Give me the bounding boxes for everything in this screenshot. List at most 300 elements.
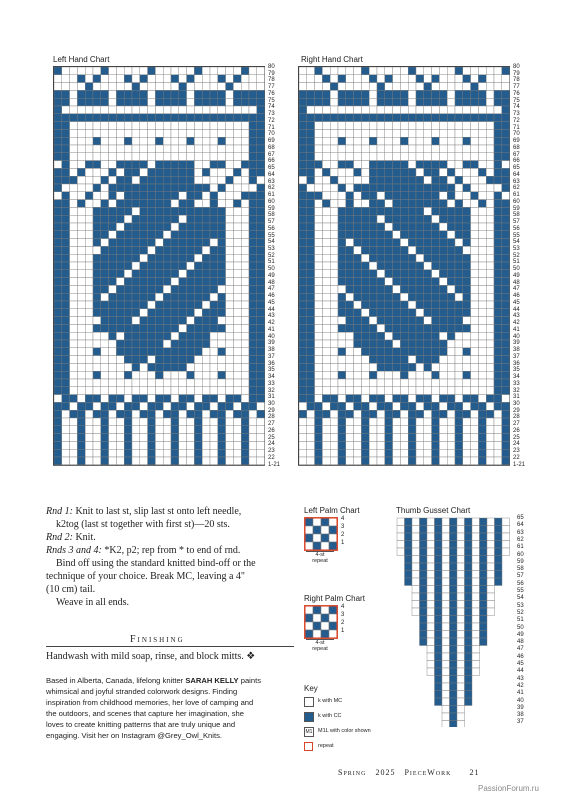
chart-cell bbox=[187, 332, 195, 340]
chart-cell bbox=[85, 246, 93, 254]
chart-cell bbox=[77, 98, 85, 106]
chart-cell bbox=[439, 192, 447, 200]
chart-cell bbox=[354, 270, 362, 278]
chart-cell bbox=[70, 379, 78, 387]
chart-cell bbox=[132, 402, 140, 410]
chart-cell bbox=[463, 434, 471, 442]
chart-cell bbox=[218, 200, 226, 208]
chart-cell bbox=[478, 332, 486, 340]
chart-cell bbox=[494, 293, 502, 301]
chart-cell bbox=[346, 340, 354, 348]
chart-cell bbox=[471, 114, 479, 122]
chart-cell bbox=[424, 418, 432, 426]
row-number: 77 bbox=[268, 84, 275, 91]
chart-cell bbox=[77, 317, 85, 325]
gusset-cell bbox=[457, 691, 465, 699]
chart-cell bbox=[315, 184, 323, 192]
chart-cell bbox=[330, 215, 338, 223]
chart-cell bbox=[194, 168, 202, 176]
gusset-cell bbox=[465, 661, 473, 669]
row-number: 69 bbox=[513, 138, 520, 145]
chart-cell bbox=[109, 262, 117, 270]
chart-cell bbox=[400, 98, 408, 106]
gusset-cell bbox=[442, 653, 450, 661]
chart-cell bbox=[393, 176, 401, 184]
chart-cell bbox=[385, 317, 393, 325]
chart-cell bbox=[432, 114, 440, 122]
chart-cell bbox=[385, 122, 393, 130]
chart-cell bbox=[439, 278, 447, 286]
chart-cell bbox=[322, 114, 330, 122]
chart-cell bbox=[377, 402, 385, 410]
chart-cell bbox=[385, 207, 393, 215]
chart-cell bbox=[502, 231, 510, 239]
chart-cell bbox=[249, 137, 257, 145]
chart-cell bbox=[385, 340, 393, 348]
chart-cell bbox=[148, 356, 156, 364]
chart-cell bbox=[494, 449, 502, 457]
chart-cell bbox=[369, 410, 377, 418]
chart-cell bbox=[299, 192, 307, 200]
chart-cell bbox=[486, 145, 494, 153]
chart-cell bbox=[361, 153, 369, 161]
row-number: 78 bbox=[513, 77, 520, 84]
row-number: 52 bbox=[517, 609, 524, 616]
chart-cell bbox=[361, 371, 369, 379]
chart-cell bbox=[338, 371, 346, 379]
chart-cell bbox=[163, 207, 171, 215]
chart-cell bbox=[77, 145, 85, 153]
chart-cell bbox=[54, 176, 62, 184]
chart-cell bbox=[315, 262, 323, 270]
chart-cell bbox=[338, 270, 346, 278]
chart-cell bbox=[416, 168, 424, 176]
gusset-cell bbox=[420, 608, 428, 616]
chart-cell bbox=[62, 223, 70, 231]
row-number: 59 bbox=[513, 205, 520, 212]
chart-cell bbox=[463, 426, 471, 434]
chart-cell bbox=[93, 309, 101, 317]
chart-cell bbox=[424, 387, 432, 395]
gusset-cell bbox=[472, 646, 480, 654]
chart-cell bbox=[62, 98, 70, 106]
chart-cell bbox=[299, 168, 307, 176]
chart-cell bbox=[447, 348, 455, 356]
chart-cell bbox=[93, 145, 101, 153]
row-number: 2 bbox=[341, 620, 345, 626]
chart-cell bbox=[432, 317, 440, 325]
chart-cell bbox=[478, 184, 486, 192]
chart-cell bbox=[471, 340, 479, 348]
chart-cell bbox=[424, 434, 432, 442]
chart-cell bbox=[54, 215, 62, 223]
chart-cell bbox=[226, 168, 234, 176]
chart-cell bbox=[478, 441, 486, 449]
chart-cell bbox=[140, 98, 148, 106]
chart-cell bbox=[241, 192, 249, 200]
gusset-cell bbox=[495, 541, 503, 549]
chart-cell bbox=[424, 184, 432, 192]
chart-cell bbox=[463, 223, 471, 231]
chart-cell bbox=[354, 98, 362, 106]
chart-cell bbox=[233, 324, 241, 332]
chart-cell bbox=[249, 114, 257, 122]
chart-cell bbox=[210, 231, 218, 239]
chart-cell bbox=[307, 324, 315, 332]
chart-cell bbox=[62, 262, 70, 270]
chart-cell bbox=[132, 395, 140, 403]
chart-cell bbox=[132, 122, 140, 130]
chart-cell bbox=[140, 309, 148, 317]
chart-cell bbox=[432, 418, 440, 426]
chart-cell bbox=[249, 457, 257, 465]
chart-cell bbox=[439, 90, 447, 98]
chart-cell bbox=[322, 449, 330, 457]
chart-cell bbox=[361, 332, 369, 340]
chart-cell bbox=[346, 207, 354, 215]
chart-cell bbox=[369, 98, 377, 106]
chart-cell bbox=[400, 168, 408, 176]
chart-cell bbox=[62, 145, 70, 153]
chart-cell bbox=[377, 262, 385, 270]
chart-cell bbox=[478, 145, 486, 153]
chart-cell bbox=[338, 137, 346, 145]
chart-cell bbox=[471, 98, 479, 106]
chart-cell bbox=[249, 332, 257, 340]
chart-cell bbox=[140, 449, 148, 457]
chart-cell bbox=[494, 215, 502, 223]
chart-cell bbox=[408, 122, 416, 130]
chart-cell bbox=[455, 441, 463, 449]
chart-cell bbox=[179, 278, 187, 286]
chart-cell bbox=[463, 332, 471, 340]
chart-cell bbox=[455, 114, 463, 122]
chart-cell bbox=[393, 441, 401, 449]
chart-cell bbox=[400, 387, 408, 395]
chart-cell bbox=[393, 395, 401, 403]
chart-cell bbox=[210, 67, 218, 75]
chart-cell bbox=[241, 426, 249, 434]
chart-cell bbox=[179, 161, 187, 169]
chart-cell bbox=[471, 309, 479, 317]
chart-cell bbox=[163, 262, 171, 270]
chart-cell bbox=[257, 395, 265, 403]
chart-cell bbox=[486, 207, 494, 215]
chart-cell bbox=[101, 114, 109, 122]
chart-cell bbox=[163, 184, 171, 192]
row-number: 3 bbox=[341, 524, 345, 530]
chart-cell bbox=[116, 270, 124, 278]
chart-cell bbox=[218, 246, 226, 254]
gusset-cell bbox=[435, 563, 443, 571]
chart-cell bbox=[140, 215, 148, 223]
chart-cell bbox=[354, 309, 362, 317]
chart-cell bbox=[393, 192, 401, 200]
chart-cell bbox=[361, 457, 369, 465]
chart-cell bbox=[369, 262, 377, 270]
chart-cell bbox=[447, 129, 455, 137]
chart-cell bbox=[393, 184, 401, 192]
chart-cell bbox=[424, 168, 432, 176]
chart-cell bbox=[241, 262, 249, 270]
chart-cell bbox=[163, 254, 171, 262]
chart-cell bbox=[109, 426, 117, 434]
chart-cell bbox=[299, 231, 307, 239]
chart-cell bbox=[93, 270, 101, 278]
chart-cell bbox=[62, 395, 70, 403]
chart-cell bbox=[299, 98, 307, 106]
chart-cell bbox=[471, 434, 479, 442]
chart-cell bbox=[299, 161, 307, 169]
chart-cell bbox=[299, 262, 307, 270]
gusset-cell bbox=[495, 548, 503, 556]
row-number: 44 bbox=[268, 306, 275, 313]
chart-cell bbox=[85, 176, 93, 184]
chart-cell bbox=[393, 90, 401, 98]
chart-cell bbox=[171, 192, 179, 200]
row-number: 64 bbox=[268, 171, 275, 178]
chart-cell bbox=[171, 387, 179, 395]
chart-cell bbox=[93, 207, 101, 215]
chart-cell bbox=[210, 402, 218, 410]
chart-cell bbox=[471, 270, 479, 278]
chart-cell bbox=[330, 129, 338, 137]
chart-cell bbox=[432, 402, 440, 410]
chart-cell bbox=[439, 379, 447, 387]
chart-cell bbox=[432, 371, 440, 379]
chart-cell bbox=[218, 418, 226, 426]
chart-cell bbox=[346, 129, 354, 137]
chart-cell bbox=[116, 278, 124, 286]
gusset-cell bbox=[472, 653, 480, 661]
chart-cell bbox=[249, 379, 257, 387]
chart-cell bbox=[257, 262, 265, 270]
chart-cell bbox=[354, 122, 362, 130]
footer-magazine: PieceWork bbox=[404, 768, 452, 777]
chart-cell bbox=[202, 75, 210, 83]
chart-cell bbox=[439, 426, 447, 434]
chart-cell bbox=[455, 449, 463, 457]
chart-cell bbox=[257, 114, 265, 122]
chart-cell bbox=[187, 106, 195, 114]
chart-cell bbox=[393, 309, 401, 317]
chart-cell bbox=[369, 239, 377, 247]
chart-cell bbox=[241, 215, 249, 223]
chart-cell bbox=[62, 192, 70, 200]
chart-cell bbox=[494, 246, 502, 254]
chart-cell bbox=[194, 395, 202, 403]
gusset-cell bbox=[465, 676, 473, 684]
chart-cell bbox=[148, 332, 156, 340]
chart-cell bbox=[463, 246, 471, 254]
chart-cell bbox=[179, 356, 187, 364]
chart-cell bbox=[109, 387, 117, 395]
chart-cell bbox=[132, 371, 140, 379]
chart-cell bbox=[432, 340, 440, 348]
chart-cell bbox=[241, 387, 249, 395]
chart-cell bbox=[307, 449, 315, 457]
chart-cell bbox=[257, 324, 265, 332]
chart-cell bbox=[299, 184, 307, 192]
chart-cell bbox=[85, 184, 93, 192]
gusset-cell bbox=[480, 541, 488, 549]
chart-cell bbox=[315, 293, 323, 301]
chart-cell bbox=[439, 449, 447, 457]
chart-cell bbox=[432, 168, 440, 176]
chart-cell bbox=[330, 270, 338, 278]
gusset-cell bbox=[442, 601, 450, 609]
chart-cell bbox=[93, 449, 101, 457]
chart-cell bbox=[226, 83, 234, 91]
chart-cell bbox=[385, 371, 393, 379]
chart-cell bbox=[502, 270, 510, 278]
chart-cell bbox=[179, 200, 187, 208]
chart-cell bbox=[471, 176, 479, 184]
chart-cell bbox=[486, 426, 494, 434]
chart-cell bbox=[463, 309, 471, 317]
chart-cell bbox=[502, 332, 510, 340]
gusset-cell bbox=[412, 533, 420, 541]
row-number: 25 bbox=[513, 434, 520, 441]
chart-cell bbox=[369, 395, 377, 403]
chart-cell bbox=[424, 114, 432, 122]
chart-cell bbox=[322, 254, 330, 262]
chart-cell bbox=[249, 387, 257, 395]
chart-cell bbox=[377, 239, 385, 247]
chart-cell bbox=[346, 410, 354, 418]
chart-cell bbox=[486, 371, 494, 379]
row-number: 26 bbox=[513, 427, 520, 434]
gusset-cell bbox=[457, 698, 465, 706]
chart-cell bbox=[439, 106, 447, 114]
row-number: 45 bbox=[513, 299, 520, 306]
gusset-cell bbox=[442, 631, 450, 639]
chart-cell bbox=[346, 285, 354, 293]
chart-cell bbox=[77, 114, 85, 122]
chart-cell bbox=[400, 122, 408, 130]
chart-cell bbox=[455, 168, 463, 176]
chart-cell bbox=[233, 441, 241, 449]
row-number: 45 bbox=[517, 661, 524, 667]
chart-cell bbox=[424, 301, 432, 309]
chart-cell bbox=[408, 441, 416, 449]
chart-cell bbox=[70, 176, 78, 184]
chart-cell bbox=[163, 410, 171, 418]
gusset-cell bbox=[465, 646, 473, 654]
row-number: 66 bbox=[513, 158, 520, 165]
chart-cell bbox=[424, 426, 432, 434]
chart-cell bbox=[77, 285, 85, 293]
chart-cell bbox=[93, 90, 101, 98]
chart-cell bbox=[148, 114, 156, 122]
chart-cell bbox=[486, 434, 494, 442]
chart-cell bbox=[307, 457, 315, 465]
chart-cell bbox=[369, 418, 377, 426]
row-number: 66 bbox=[268, 158, 275, 165]
chart-cell bbox=[432, 449, 440, 457]
chart-cell bbox=[502, 137, 510, 145]
chart-cell bbox=[447, 192, 455, 200]
palm-cell bbox=[313, 622, 321, 630]
chart-cell bbox=[257, 278, 265, 286]
chart-cell bbox=[478, 434, 486, 442]
chart-cell bbox=[257, 83, 265, 91]
palm-cell bbox=[305, 526, 313, 534]
chart-cell bbox=[70, 75, 78, 83]
chart-cell bbox=[77, 262, 85, 270]
chart-cell bbox=[447, 309, 455, 317]
chart-cell bbox=[218, 122, 226, 130]
chart-cell bbox=[179, 176, 187, 184]
chart-cell bbox=[338, 434, 346, 442]
chart-cell bbox=[377, 176, 385, 184]
chart-cell bbox=[163, 106, 171, 114]
gusset-cell bbox=[427, 571, 435, 579]
chart-cell bbox=[202, 309, 210, 317]
chart-cell bbox=[124, 441, 132, 449]
chart-cell bbox=[330, 161, 338, 169]
chart-cell bbox=[155, 231, 163, 239]
chart-cell bbox=[233, 246, 241, 254]
chart-cell bbox=[471, 285, 479, 293]
chart-cell bbox=[307, 301, 315, 309]
gusset-cell bbox=[465, 526, 473, 534]
chart-cell bbox=[502, 449, 510, 457]
page-footer bbox=[338, 768, 479, 777]
chart-cell bbox=[85, 200, 93, 208]
chart-cell bbox=[330, 207, 338, 215]
chart-cell bbox=[471, 402, 479, 410]
chart-cell bbox=[478, 324, 486, 332]
chart-cell bbox=[338, 426, 346, 434]
chart-cell bbox=[338, 83, 346, 91]
chart-cell bbox=[62, 106, 70, 114]
chart-cell bbox=[486, 340, 494, 348]
chart-cell bbox=[62, 340, 70, 348]
chart-cell bbox=[416, 161, 424, 169]
chart-cell bbox=[155, 324, 163, 332]
chart-cell bbox=[140, 418, 148, 426]
chart-cell bbox=[377, 83, 385, 91]
chart-cell bbox=[93, 137, 101, 145]
chart-cell bbox=[416, 402, 424, 410]
row-number: 44 bbox=[517, 668, 524, 675]
chart-cell bbox=[233, 83, 241, 91]
chart-cell bbox=[463, 395, 471, 403]
chart-cell bbox=[455, 98, 463, 106]
chart-cell bbox=[54, 90, 62, 98]
chart-cell bbox=[377, 309, 385, 317]
gusset-cell bbox=[457, 541, 465, 549]
chart-cell bbox=[249, 254, 257, 262]
chart-cell bbox=[330, 176, 338, 184]
chart-cell bbox=[478, 379, 486, 387]
chart-cell bbox=[385, 161, 393, 169]
chart-cell bbox=[101, 184, 109, 192]
chart-cell bbox=[439, 114, 447, 122]
chart-cell bbox=[354, 246, 362, 254]
chart-cell bbox=[226, 457, 234, 465]
chart-cell bbox=[502, 356, 510, 364]
chart-cell bbox=[241, 293, 249, 301]
chart-cell bbox=[315, 145, 323, 153]
row-number: 49 bbox=[513, 272, 520, 279]
chart-cell bbox=[116, 434, 124, 442]
chart-cell bbox=[171, 418, 179, 426]
chart-cell bbox=[400, 363, 408, 371]
chart-cell bbox=[163, 223, 171, 231]
chart-cell bbox=[385, 270, 393, 278]
